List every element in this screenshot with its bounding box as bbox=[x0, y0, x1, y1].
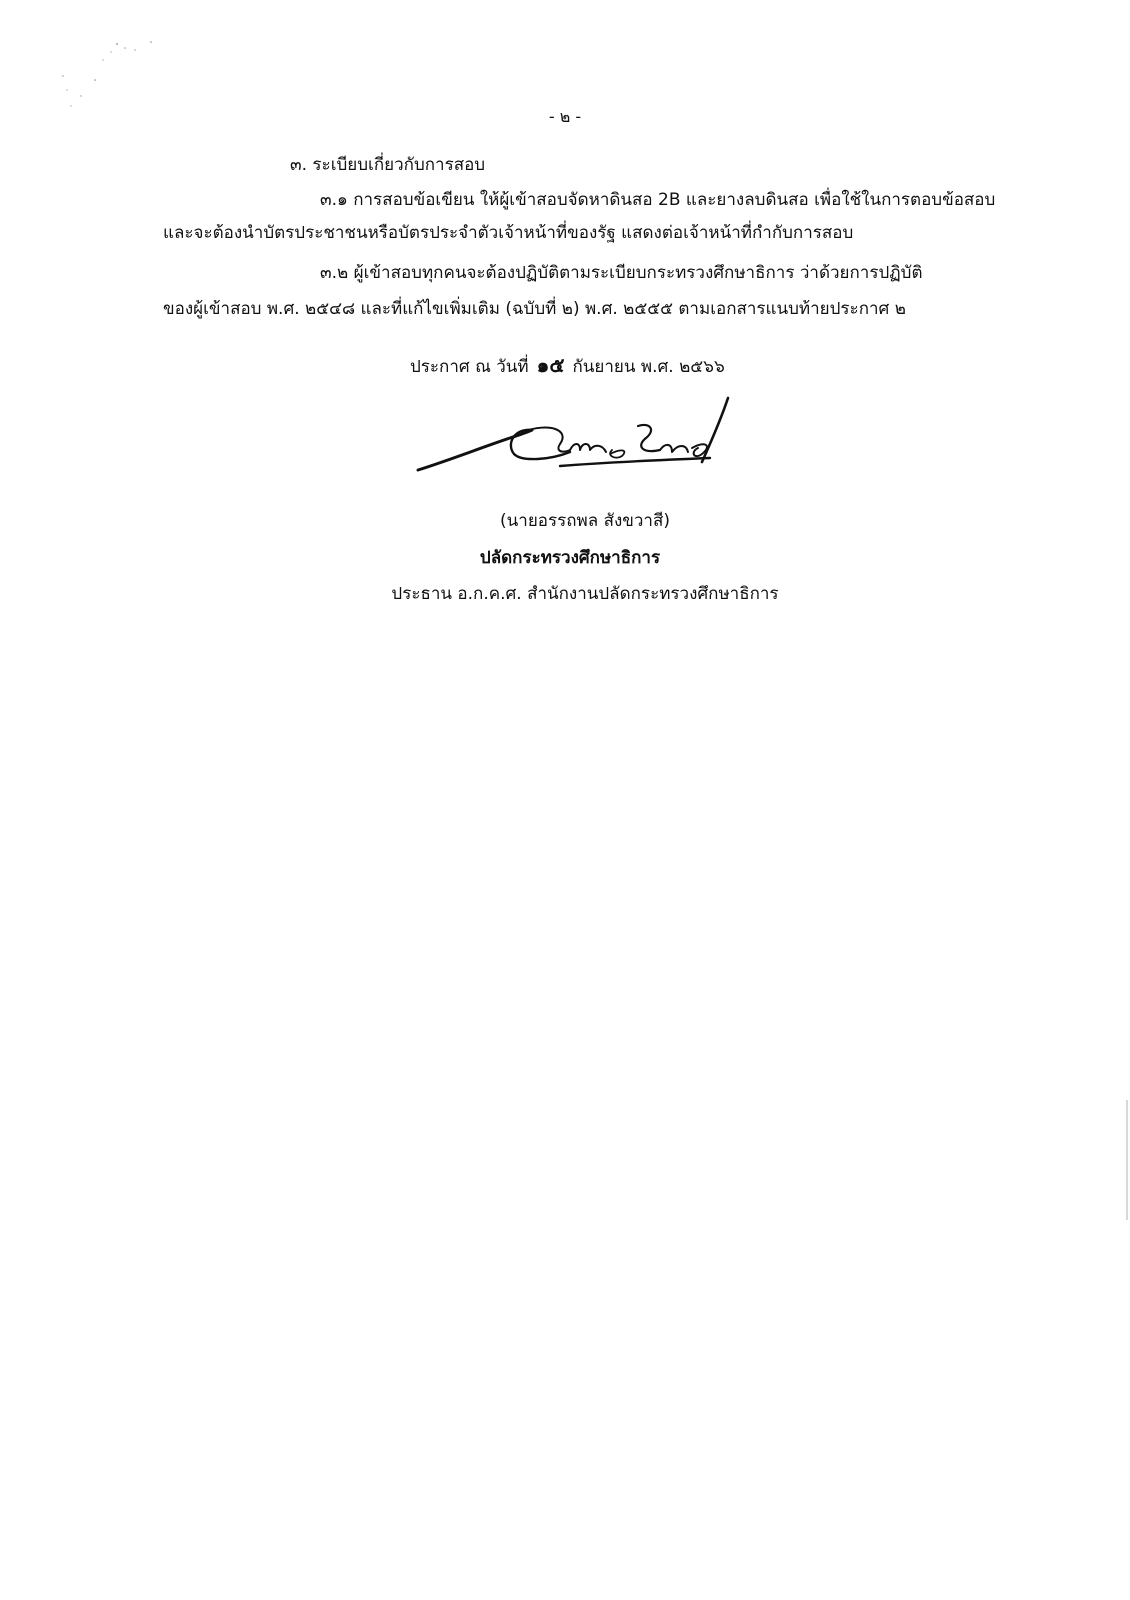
signer-name: (นายอรรถพล สังขวาสี) bbox=[500, 511, 670, 531]
signer-position: ปลัดกระทรวงศึกษาธิการ bbox=[479, 548, 661, 568]
paragraph-3-1-line-1: ๓.๑ การสอบข้อเขียน ให้ผู้เข้าสอบจัดหาดินสอ 2B และยางลบดินสอ เพื่อใช้ในการตอบข้อสอบ bbox=[320, 190, 996, 210]
signature-icon bbox=[410, 392, 740, 492]
page-number: - ๒ - bbox=[548, 107, 582, 126]
announcement-date-day: ๑๕ bbox=[536, 353, 565, 377]
announcement-date-suffix: กันยายน พ.ศ. ๒๕๖๖ bbox=[572, 357, 725, 377]
paragraph-3-2-line-2: ของผู้เข้าสอบ พ.ศ. ๒๕๔๘ และที่แก้ไขเพิ่มเติม (ฉบับที่ ๒) พ.ศ. ๒๕๕๕ ตามเอกสารแนบท้ายประกาศ ๒ bbox=[163, 299, 906, 319]
signer-role: ประธาน อ.ก.ค.ศ. สำนักงานปลัดกระทรวงศึกษาธิการ bbox=[391, 584, 779, 604]
paragraph-3-1-line-2: และจะต้องนำบัตรประชาชนหรือบัตรประจำตัวเจ้าหน้าที่ของรัฐ แสดงต่อเจ้าหน้าที่กำกับการสอบ bbox=[163, 223, 854, 243]
paragraph-3-2-line-1: ๓.๒ ผู้เข้าสอบทุกคนจะต้องปฏิบัติตามระเบียบกระทรวงศึกษาธิการ ว่าด้วยการปฏิบัติ bbox=[320, 263, 923, 283]
section-heading: ๓. ระเบียบเกี่ยวกับการสอบ bbox=[290, 155, 486, 175]
scan-noise-specks bbox=[55, 38, 165, 113]
announcement-date-prefix: ประกาศ ณ วันที่ bbox=[410, 357, 529, 377]
announcement-date bbox=[410, 354, 725, 378]
scan-edge-mark bbox=[1126, 1100, 1128, 1220]
